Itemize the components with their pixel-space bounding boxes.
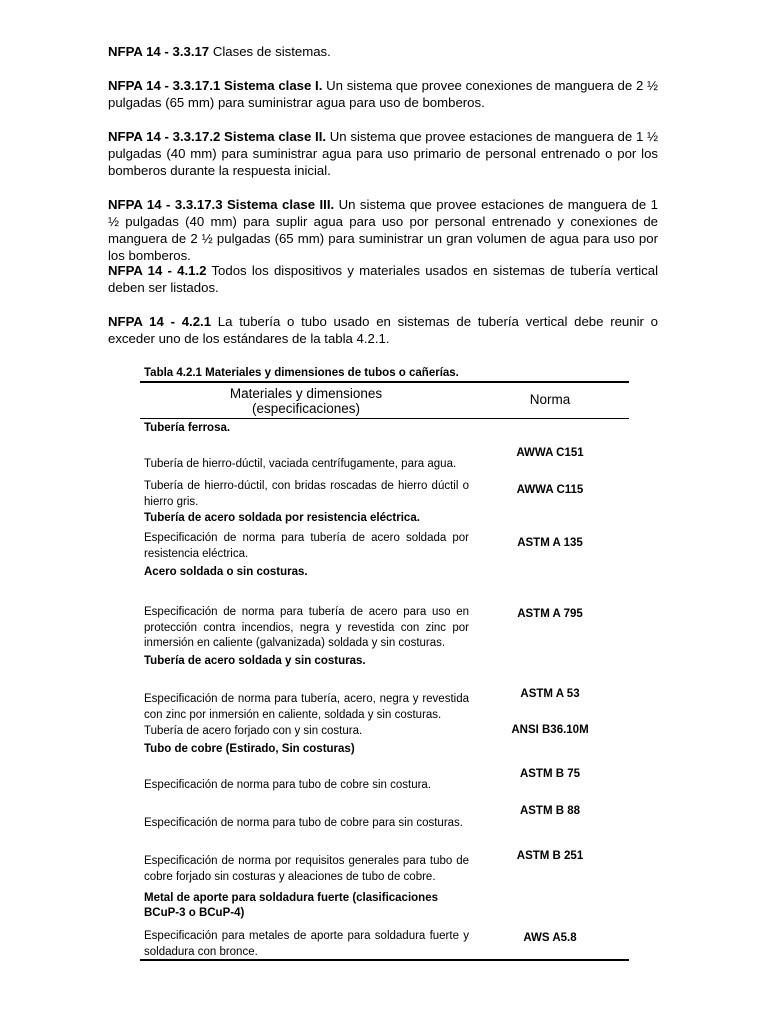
table-caption: Tabla 4.2.1 Materiales y dimensiones de tubos o cañerías. <box>144 367 459 379</box>
paragraph-4-1-2 <box>108 262 658 296</box>
paragraph-text: Un sistema que provee estaciones de manguera de 1 ½ pulgadas (40 mm) para suplir agua para uso por personal entrenado y conexiones de manguera de 2 ½ pulgadas (65 mm) para suministrar un gran volumen de agua para uso por los bomberos. <box>108 197 659 263</box>
paragraph-ref: NFPA 14 - 3.3.17.3 Sistema clase III. <box>108 197 335 212</box>
paragraph-ref: NFPA 14 - 3.3.17 <box>108 44 210 59</box>
standard-astm-b88: ASTM B 88 <box>519 805 581 817</box>
table-bottom-rule <box>140 959 629 961</box>
paragraph-ref: NFPA 14 - 3.3.17.2 Sistema clase II. <box>108 129 327 144</box>
desc-ductile-iron-centrifugal: Tubería de hierro-dúctil, vaciada centrífugamente, para agua. <box>144 458 457 470</box>
table-header-rule <box>140 418 629 419</box>
standard-astm-a53: ASTM A 53 <box>520 688 580 700</box>
category-welded-seamless-steel-pipe: Tubería de acero soldada y sin costuras. <box>144 655 366 667</box>
desc-steel-black-galvanized: Especificación de norma para tubería, acero, negra y revestida con zinc por inmersión en caliente, soldada y sin costuras. <box>144 693 469 721</box>
desc-wrought-steel: Tubería de acero forjado con y sin costura. <box>144 725 363 737</box>
paragraph-text: Clases de sistemas. <box>209 44 331 59</box>
paragraph-text: La tubería o tubo usado en sistemas de tubería vertical debe reunir o exceder uno de los estándares de la tabla 4.2.1. <box>108 314 658 346</box>
standard-awwa-c151: AWWA C151 <box>516 447 584 459</box>
paragraph-text: Un sistema que provee estaciones de manguera de 1 ½ pulgadas (40 mm) para suministrar agua para uso primario de personal entrenado o por los bomberos durante la respuesta inicial. <box>108 129 658 178</box>
paragraph-3-3-17 <box>108 43 658 60</box>
desc-copper-water-tube: Especificación de norma para tubo de cobre para sin costuras. <box>144 817 463 829</box>
desc-brazing-filler: Especificación para metales de aporte para soldadura fuerte y soldadura con bronce. <box>144 930 469 958</box>
desc-erw-steel: Especificación de norma para tubería de acero soldada por resistencia eléctrica. <box>144 532 469 560</box>
column-header-norm: Norma <box>529 392 571 407</box>
paragraph-text: Un sistema que provee conexiones de manguera de 2 ½ pulgadas (65 mm) para suministrar agua para uso de bomberos. <box>108 78 658 110</box>
column-header-materials-label: Materiales y dimensiones (especificaciones) <box>229 386 383 416</box>
paragraph-3-3-17-3 <box>108 196 658 264</box>
paragraph-3-3-17-2 <box>108 128 658 179</box>
paragraph-ref: NFPA 14 - 3.3.17.1 Sistema clase I. <box>108 78 323 93</box>
category-erw-steel-pipe: Tubería de acero soldada por resistencia eléctrica. <box>144 512 420 524</box>
paragraph-text: Todos los dispositivos y materiales usados en sistemas de tubería vertical deben ser listados. <box>108 263 659 295</box>
category-copper-tube: Tubo de cobre (Estirado, Sin costuras) <box>144 743 355 755</box>
standard-ansi-b36-10m: ANSI B36.10M <box>511 724 589 736</box>
category-ferrous-pipe: Tubería ferrosa. <box>144 422 231 434</box>
desc-fire-protection-steel: Especificación de norma para tubería de acero para uso en protección contra incendios, negra y revestida con zinc por inmersión en caliente (galvanizada) soldada y sin costuras. <box>144 606 469 649</box>
desc-seamless-copper: Especificación de norma para tubo de cobre sin costura. <box>144 779 432 791</box>
standard-astm-a795: ASTM A 795 <box>517 608 583 620</box>
category-brazing-filler-metal: Metal de aporte para soldadura fuerte (clasificaciones BCuP-3 o BCuP-4) <box>144 892 438 919</box>
standard-awwa-c115: AWWA C115 <box>516 484 584 496</box>
category-welded-seamless-steel: Acero soldada o sin costuras. <box>144 566 308 578</box>
desc-ductile-iron-flanged: Tubería de hierro-dúctil, con bridas roscadas de hierro dúctil o hierro gris. <box>144 480 469 508</box>
standard-astm-a135: ASTM A 135 <box>517 537 583 549</box>
table-top-rule <box>140 381 629 383</box>
column-header-materials <box>200 386 412 416</box>
paragraph-ref: NFPA 14 - 4.1.2 <box>108 263 207 278</box>
standard-aws-a5-8: AWS A5.8 <box>523 932 577 944</box>
paragraph-ref: NFPA 14 - 4.2.1 <box>108 314 212 329</box>
standard-astm-b251: ASTM B 251 <box>516 850 584 862</box>
standard-astm-b75: ASTM B 75 <box>519 768 581 780</box>
paragraph-4-2-1 <box>108 313 658 347</box>
paragraph-3-3-17-1 <box>108 77 658 111</box>
desc-copper-general-requirements: Especificación de norma por requisitos generales para tubo de cobre forjado sin costuras y aleaciones de tubo de cobre. <box>144 855 469 883</box>
